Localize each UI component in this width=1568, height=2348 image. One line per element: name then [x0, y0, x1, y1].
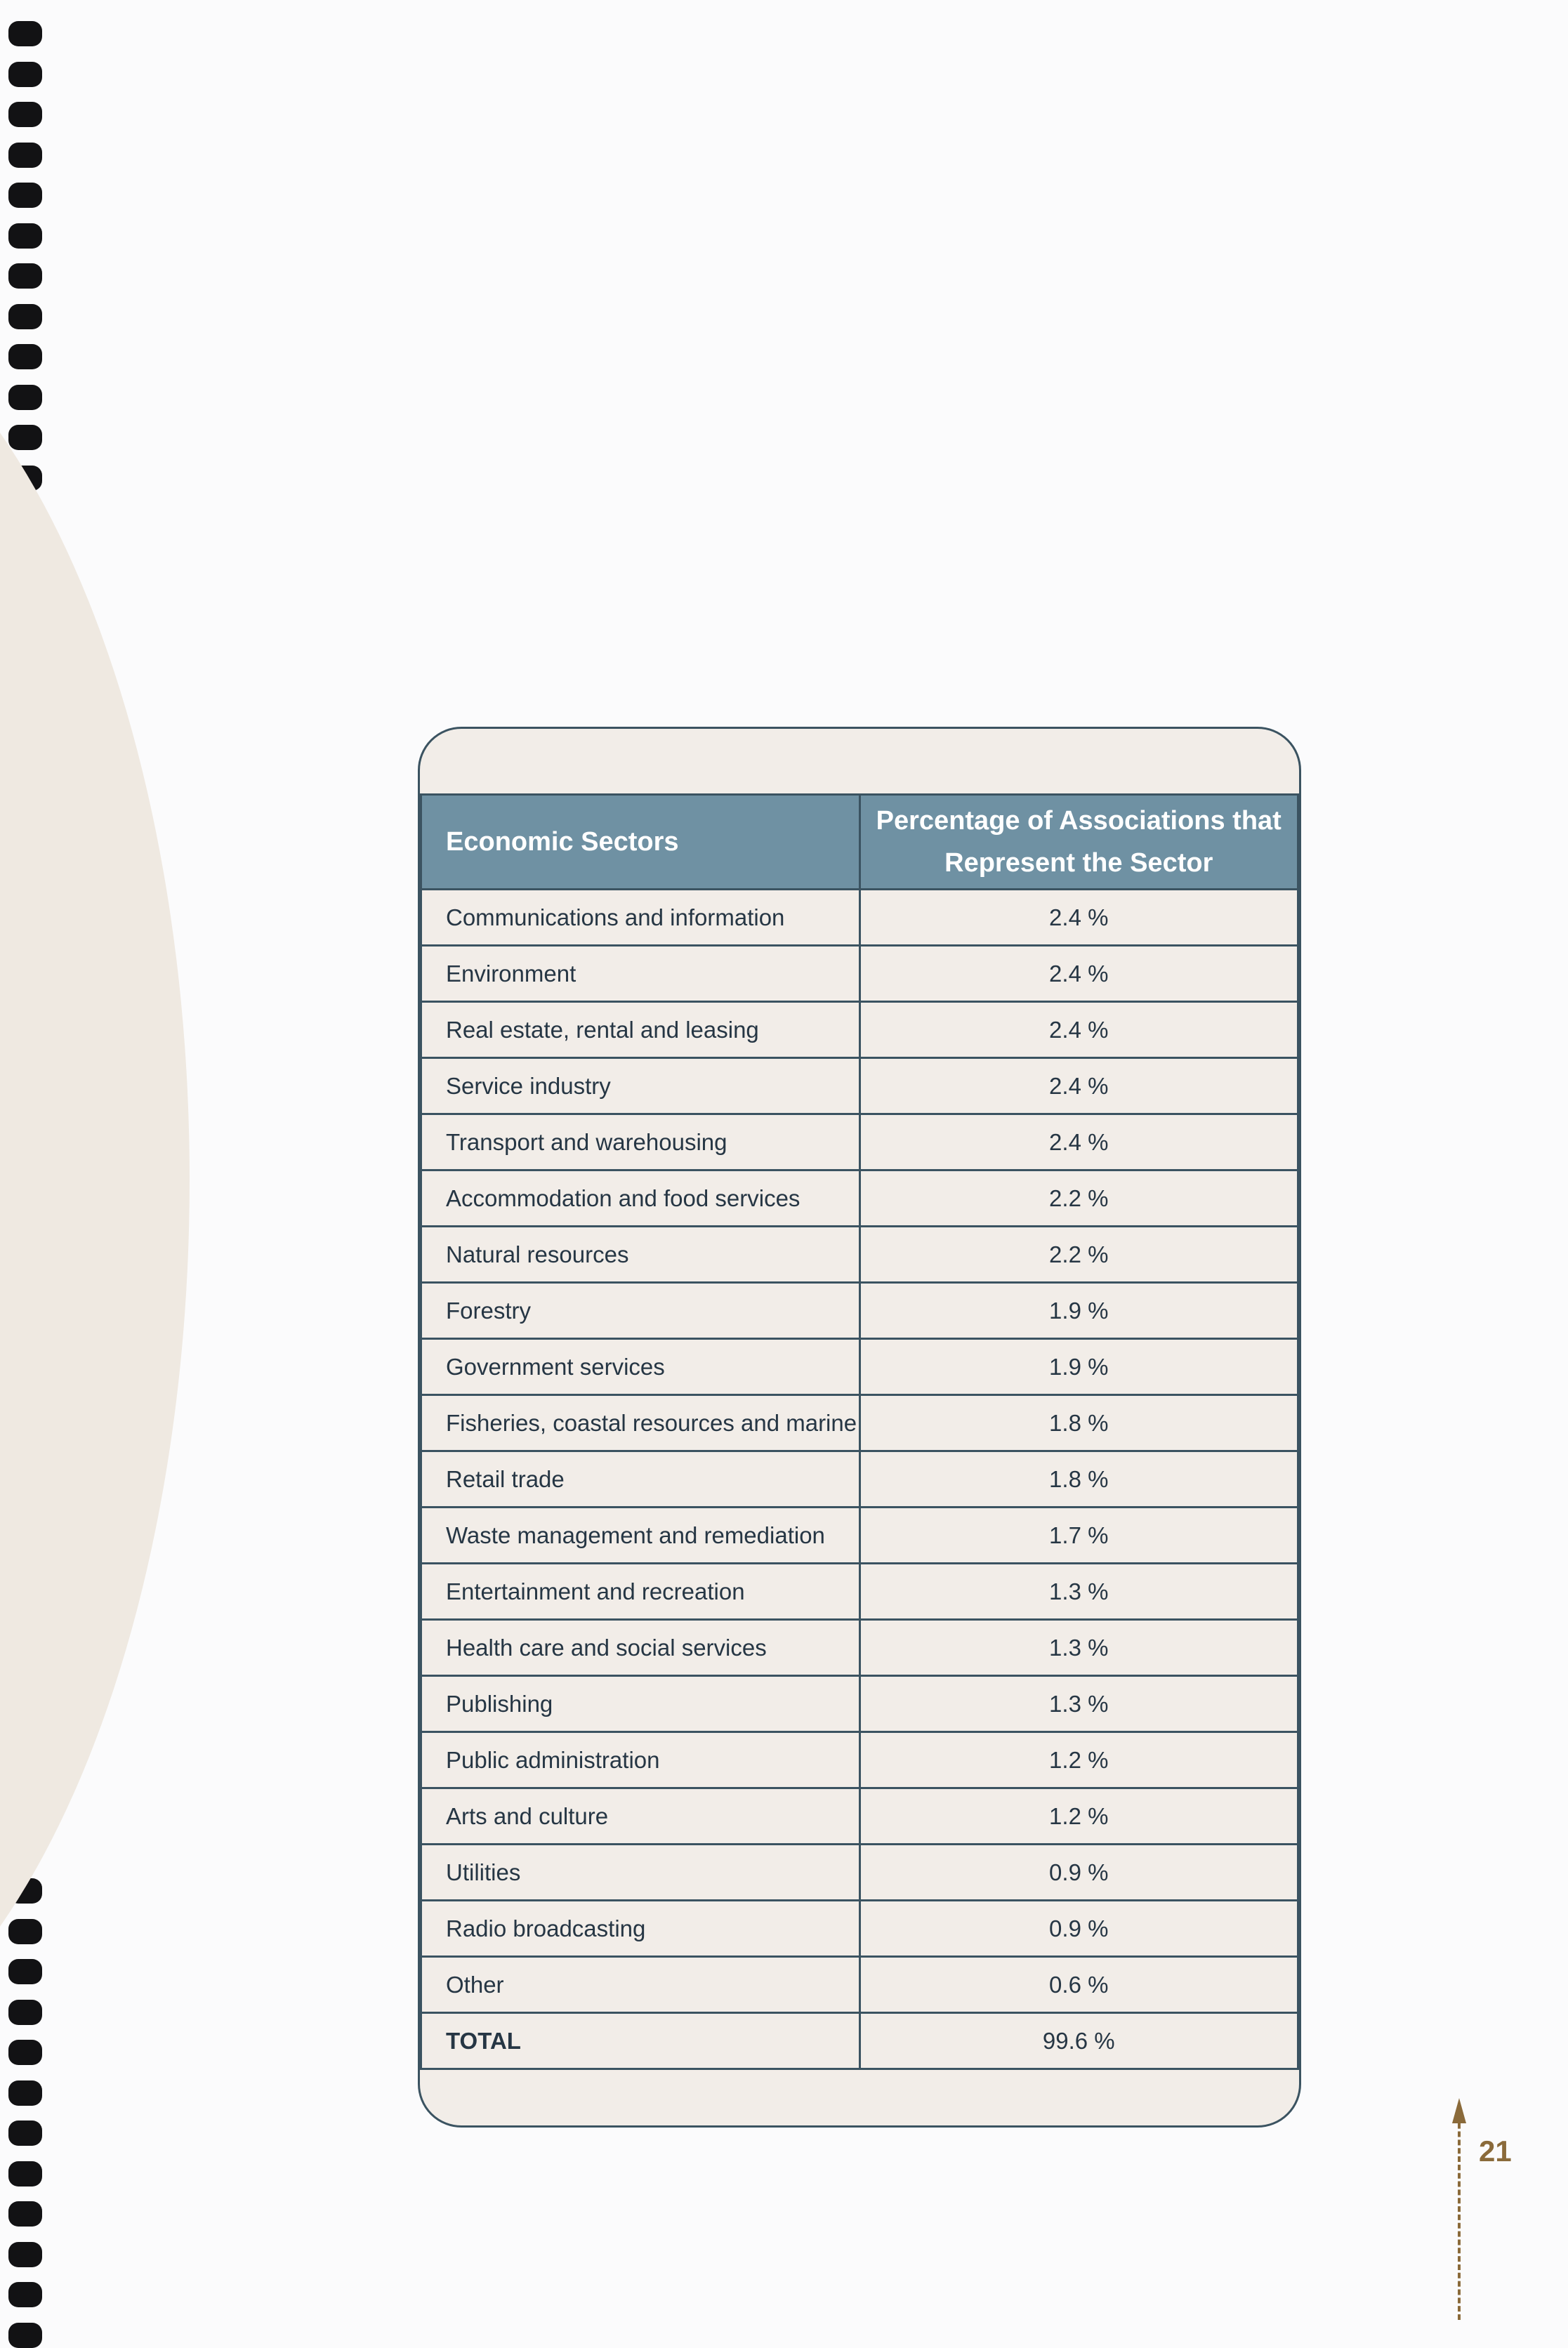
table-row: [421, 1283, 1298, 1339]
binding-hole: [8, 2242, 42, 2267]
page-number: 21: [1479, 2135, 1512, 2168]
binding-hole: [8, 1959, 42, 1984]
binding-hole: [8, 102, 42, 127]
binding-hole: [8, 2121, 42, 2146]
table-row: [421, 946, 1298, 1002]
percentage-cell: 1.2 %: [859, 1788, 1298, 1845]
binding-hole: [8, 2323, 42, 2348]
percentage-cell: 1.9 %: [859, 1339, 1298, 1395]
percentage-cell: 1.8 %: [859, 1395, 1298, 1451]
percentage-cell: 2.4 %: [859, 946, 1298, 1002]
table-card: [418, 727, 1301, 2128]
table-row: [421, 890, 1298, 946]
sector-cell: Utilities: [421, 1845, 860, 1901]
percentage-cell: 1.7 %: [859, 1508, 1298, 1564]
binding-hole: [8, 223, 42, 249]
sector-cell: Communications and information: [421, 890, 860, 946]
sector-cell: Health care and social services: [421, 1620, 860, 1676]
binding-hole: [8, 143, 42, 168]
table-row: [421, 1451, 1298, 1508]
binding-hole: [8, 2161, 42, 2187]
sector-cell: Waste management and remediation: [421, 1508, 860, 1564]
table-row: [421, 1114, 1298, 1170]
sector-cell: Other: [421, 1957, 860, 2013]
sector-cell: Entertainment and recreation: [421, 1564, 860, 1620]
percentage-cell: 99.6 %: [859, 2013, 1298, 2069]
binding-hole: [8, 1919, 42, 1944]
header-sector: Economic Sectors: [421, 795, 860, 890]
percentage-cell: 2.4 %: [859, 890, 1298, 946]
table-row: [421, 1901, 1298, 1957]
table-row: [421, 1227, 1298, 1283]
percentage-cell: 0.6 %: [859, 1957, 1298, 2013]
table-row: [421, 1620, 1298, 1676]
table-row: [421, 1564, 1298, 1620]
percentage-cell: 1.3 %: [859, 1564, 1298, 1620]
percentage-cell: 1.2 %: [859, 1732, 1298, 1788]
binding-hole: [8, 21, 42, 46]
sectors-table: [420, 793, 1299, 2070]
percentage-cell: 0.9 %: [859, 1845, 1298, 1901]
binding-hole: [8, 2080, 42, 2106]
table-row: [421, 1058, 1298, 1114]
sector-cell: Government services: [421, 1339, 860, 1395]
table-row: [421, 1395, 1298, 1451]
table-row: [421, 1957, 1298, 2013]
percentage-cell: 1.3 %: [859, 1620, 1298, 1676]
table-row: [421, 1170, 1298, 1227]
binding-hole: [8, 304, 42, 329]
percentage-cell: 2.2 %: [859, 1227, 1298, 1283]
table-row: [421, 1339, 1298, 1395]
table-row: [421, 1508, 1298, 1564]
table-row: [421, 1002, 1298, 1058]
sector-cell: Environment: [421, 946, 860, 1002]
sector-cell: Retail trade: [421, 1451, 860, 1508]
sector-cell: Natural resources: [421, 1227, 860, 1283]
sector-cell: Service industry: [421, 1058, 860, 1114]
sector-cell: Publishing: [421, 1676, 860, 1732]
binding-hole: [8, 2000, 42, 2025]
binding-hole: [8, 344, 42, 369]
percentage-cell: 2.2 %: [859, 1170, 1298, 1227]
sector-cell: Radio broadcasting: [421, 1901, 860, 1957]
sector-cell: Real estate, rental and leasing: [421, 1002, 860, 1058]
binding-hole: [8, 425, 42, 450]
sector-cell: Fisheries, coastal resources and marine: [421, 1395, 860, 1451]
table-row: [421, 2013, 1298, 2069]
binding-hole: [8, 2040, 42, 2065]
binding-hole: [8, 385, 42, 410]
percentage-cell: 1.9 %: [859, 1283, 1298, 1339]
table-row: [421, 1676, 1298, 1732]
binding-hole: [8, 263, 42, 289]
percentage-cell: 2.4 %: [859, 1058, 1298, 1114]
sector-cell: Accommodation and food services: [421, 1170, 860, 1227]
decorative-arc: [0, 267, 190, 2092]
binding-hole: [8, 2201, 42, 2227]
percentage-cell: 2.4 %: [859, 1002, 1298, 1058]
sector-cell: Arts and culture: [421, 1788, 860, 1845]
sector-cell: Forestry: [421, 1283, 860, 1339]
table-row: [421, 1732, 1298, 1788]
binding-hole: [8, 183, 42, 208]
binding-hole: [8, 62, 42, 87]
binding-hole: [8, 2282, 42, 2307]
percentage-cell: 1.8 %: [859, 1451, 1298, 1508]
table-row: [421, 1845, 1298, 1901]
header-percentage: Percentage of Associations that Represent the Sector: [859, 795, 1298, 890]
percentage-cell: 2.4 %: [859, 1114, 1298, 1170]
percentage-cell: 1.3 %: [859, 1676, 1298, 1732]
table-row: [421, 1788, 1298, 1845]
sector-cell: Public administration: [421, 1732, 860, 1788]
sector-cell: Transport and warehousing: [421, 1114, 860, 1170]
table-header-row: [421, 795, 1298, 890]
dashed-arrow-line: [1458, 2106, 1462, 2320]
percentage-cell: 0.9 %: [859, 1901, 1298, 1957]
sector-cell: TOTAL: [421, 2013, 860, 2069]
